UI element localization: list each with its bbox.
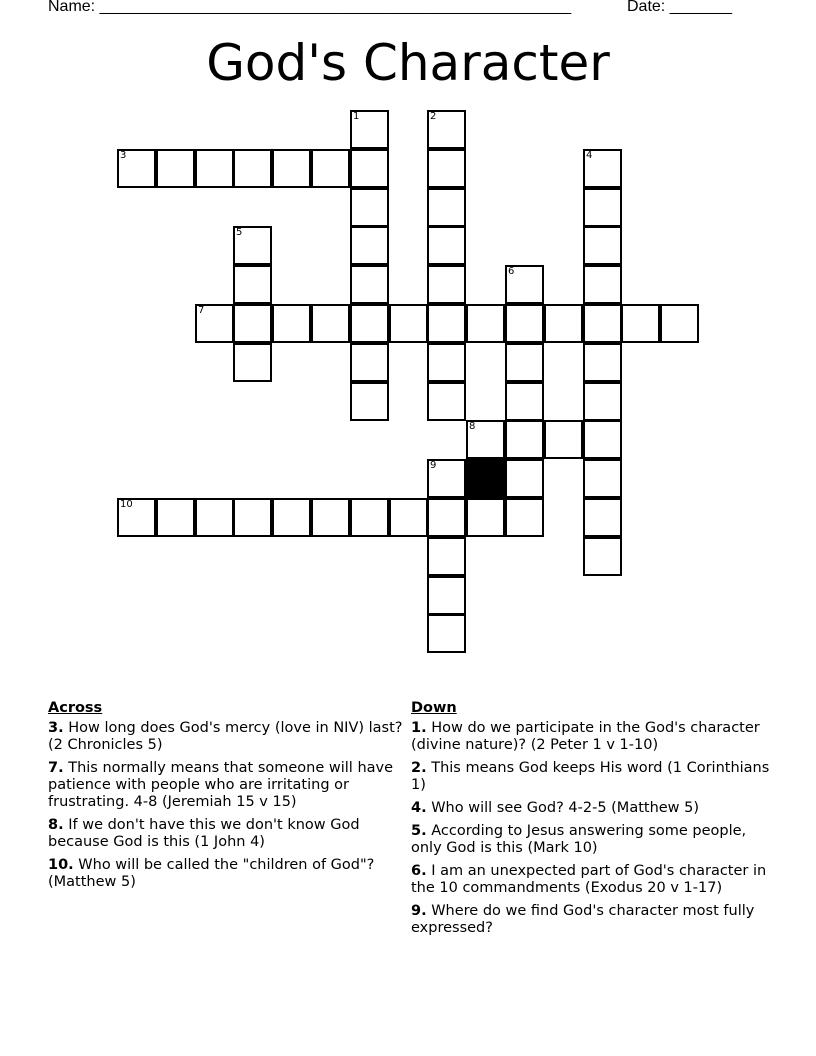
clue-down-9: [411, 903, 771, 937]
clue-across-8: [48, 817, 408, 851]
grid-cell[interactable]: [427, 537, 466, 576]
clue-text: Who will see God? 4-2-5 (Matthew 5): [426, 800, 700, 816]
clue-text: If we don't have this we don't know God because God is this (1 John 4): [48, 817, 360, 850]
grid-cell[interactable]: [272, 304, 311, 343]
grid-cell[interactable]: [427, 304, 466, 343]
cell-number: 6: [508, 266, 515, 277]
grid-cell[interactable]: [272, 149, 311, 188]
grid-cell[interactable]: [195, 149, 234, 188]
cell-number: 10: [120, 499, 133, 510]
clue-number: 5.: [411, 823, 427, 839]
clue-text: Where do we find God's character most fully expressed?: [411, 903, 755, 936]
grid-cell[interactable]: [505, 420, 544, 459]
clue-number: 8.: [48, 817, 64, 833]
clue-number: 2.: [411, 760, 427, 776]
grid-cell[interactable]: [466, 498, 505, 537]
clue-down-5: [411, 823, 771, 857]
grid-cell[interactable]: [427, 188, 466, 227]
grid-cell[interactable]: [583, 537, 622, 576]
clue-number: 9.: [411, 903, 427, 919]
grid-cell[interactable]: [350, 110, 389, 149]
clue-number: 7.: [48, 760, 64, 776]
cell-number: 5: [236, 227, 243, 238]
grid-cell[interactable]: [350, 226, 389, 265]
grid-cell[interactable]: [621, 304, 660, 343]
page-title: God's Character: [206, 34, 610, 92]
clue-number: 6.: [411, 863, 427, 879]
name-field[interactable]: Name: _____________________________________________________: [48, 0, 572, 15]
grid-cell[interactable]: [195, 498, 234, 537]
clue-number: 3.: [48, 720, 64, 736]
grid-cell[interactable]: [233, 149, 272, 188]
grid-cell[interactable]: [427, 382, 466, 421]
grid-cell[interactable]: [427, 498, 466, 537]
grid-cell[interactable]: [272, 498, 311, 537]
clue-text: I am an unexpected part of God's character in the 10 commandments (Exodus 20 v 1-17): [411, 863, 767, 896]
clue-number: 10.: [48, 857, 74, 873]
grid-cell[interactable]: [583, 265, 622, 304]
across-heading: Across: [48, 700, 103, 716]
grid-cell[interactable]: [427, 226, 466, 265]
cell-number: 7: [198, 305, 205, 316]
grid-cell[interactable]: [583, 343, 622, 382]
grid-cell[interactable]: [311, 149, 350, 188]
grid-cell[interactable]: [427, 343, 466, 382]
grid-cell[interactable]: [505, 343, 544, 382]
date-field[interactable]: Date: _______: [627, 0, 732, 15]
clue-across-7: [48, 760, 408, 811]
across-clues: [48, 700, 408, 897]
grid-cell[interactable]: [233, 343, 272, 382]
grid-cell[interactable]: [505, 382, 544, 421]
grid-cell[interactable]: [311, 304, 350, 343]
down-clues: [411, 700, 771, 943]
grid-cell[interactable]: [350, 304, 389, 343]
grid-cell[interactable]: [505, 265, 544, 304]
cell-number: 3: [120, 150, 127, 161]
clue-text: How long does God's mercy (love in NIV) last? (2 Chronicles 5): [48, 720, 403, 753]
grid-cell[interactable]: [117, 498, 156, 537]
clue-text: According to Jesus answering some people, only God is this (Mark 10): [411, 823, 747, 856]
grid-cell[interactable]: [233, 226, 272, 265]
clue-text: Who will be called the "children of God"? (Matthew 5): [48, 857, 375, 890]
cell-number: 2: [430, 111, 437, 122]
grid-cell[interactable]: [233, 265, 272, 304]
grid-cell[interactable]: [583, 149, 622, 188]
grid-cell[interactable]: [427, 459, 466, 498]
grid-cell[interactable]: [583, 382, 622, 421]
grid-cell[interactable]: [350, 343, 389, 382]
grid-cell[interactable]: [544, 304, 583, 343]
clue-down-1: [411, 720, 771, 754]
clue-number: 4.: [411, 800, 427, 816]
grid-cell[interactable]: [660, 304, 699, 343]
clue-down-2: [411, 760, 771, 794]
grid-cell[interactable]: [583, 188, 622, 227]
grid-cell[interactable]: [117, 149, 156, 188]
grid-cell[interactable]: [350, 188, 389, 227]
grid-cell[interactable]: [505, 459, 544, 498]
grid-cell[interactable]: [427, 576, 466, 615]
cell-number: 8: [469, 421, 476, 432]
cell-number: 1: [353, 111, 360, 122]
grid-cell[interactable]: [156, 149, 195, 188]
grid-cell[interactable]: [311, 498, 350, 537]
clue-down-6: [411, 863, 771, 897]
clue-number: 1.: [411, 720, 427, 736]
grid-cell[interactable]: [583, 226, 622, 265]
clue-across-10: [48, 857, 408, 891]
grid-cell[interactable]: [350, 265, 389, 304]
clue-text: This means God keeps His word (1 Corinthians 1): [411, 760, 770, 793]
cell-number: 9: [430, 460, 437, 471]
clue-across-3: [48, 720, 408, 754]
grid-cell[interactable]: [427, 265, 466, 304]
clue-down-4: [411, 800, 771, 817]
grid-cell[interactable]: [350, 382, 389, 421]
grid-cell[interactable]: [505, 498, 544, 537]
grid-cell[interactable]: [505, 304, 544, 343]
grid-cell[interactable]: [195, 304, 234, 343]
grid-cell[interactable]: [583, 459, 622, 498]
clue-text: How do we participate in the God's character (divine nature)? (2 Peter 1 v 1-10): [411, 720, 760, 753]
grid-cell[interactable]: [389, 304, 428, 343]
grid-cell[interactable]: [466, 304, 505, 343]
grid-cell[interactable]: [233, 304, 272, 343]
down-heading: Down: [411, 700, 457, 716]
clue-text: This normally means that someone will have patience with people who are irritating or frustrating. 4-8 (Jeremiah 15 v 15): [48, 760, 394, 810]
grid-cell[interactable]: [427, 614, 466, 653]
grid-cell[interactable]: [427, 110, 466, 149]
blocked-cell: [466, 459, 505, 498]
grid-cell[interactable]: [544, 420, 583, 459]
grid-cell[interactable]: [583, 498, 622, 537]
cell-number: 4: [586, 150, 593, 161]
grid-cell[interactable]: [427, 149, 466, 188]
grid-cell[interactable]: [389, 498, 428, 537]
grid-cell[interactable]: [466, 420, 505, 459]
grid-cell[interactable]: [350, 149, 389, 188]
grid-cell[interactable]: [350, 498, 389, 537]
grid-cell[interactable]: [233, 498, 272, 537]
grid-cell[interactable]: [583, 304, 622, 343]
grid-cell[interactable]: [583, 420, 622, 459]
grid-cell[interactable]: [156, 498, 195, 537]
